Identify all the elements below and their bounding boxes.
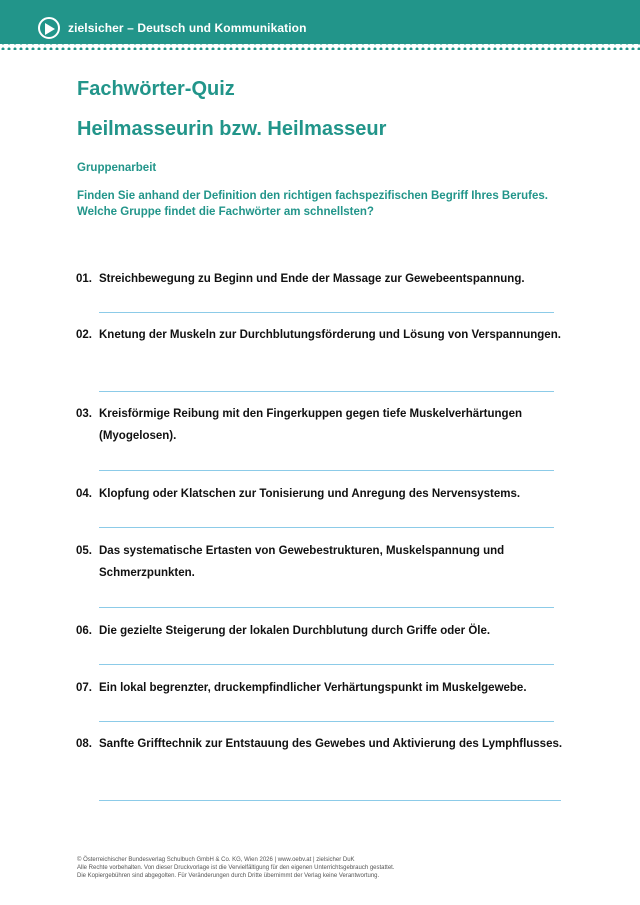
copyright-footer xyxy=(77,856,395,880)
instruction-line: Welche Gruppe findet die Fachwörter am schnellsten? xyxy=(77,206,374,218)
question-text: Das systematische Ertasten von Gewebestrukturen, Muskelspannung und Schmerzpunkten. xyxy=(99,545,505,579)
page-title: Fachwörter-Quiz xyxy=(77,78,235,100)
question-text: Ein lokal begrenzter, druckempfindlicher Verhärtungspunkt im Muskelgewebe. xyxy=(99,682,527,694)
question-item xyxy=(76,268,576,290)
question-text: Streichbewegung zu Beginn und Ende der Massage zur Gewebeentspannung. xyxy=(99,273,525,285)
answer-line[interactable] xyxy=(99,391,554,392)
answer-line[interactable] xyxy=(99,607,554,608)
question-item xyxy=(76,677,576,699)
instruction-line: Finden Sie anhand der Definition den richtigen fachspezifischen Begriff Ihres Berufes. xyxy=(77,190,548,202)
footer-line: Die Kopiergebühren sind abgegolten. Für Veränderungen durch Dritte übernimmt der Verlag keine Verantwortung. xyxy=(77,873,380,879)
question-number: 07. xyxy=(76,682,92,694)
answer-line[interactable] xyxy=(99,312,554,313)
question-number: 01. xyxy=(76,273,92,285)
question-item xyxy=(76,620,576,642)
footer-line: © Österreichischer Bundesverlag Schulbuch GmbH & Co. KG, Wien 2026 | www.oebv.at | zielsicher DuK xyxy=(77,857,355,863)
question-text: Sanfte Grifftechnik zur Entstauung des Gewebes und Aktivierung des Lymphflusses. xyxy=(99,738,563,750)
brand-title: zielsicher – Deutsch und Kommunikation xyxy=(68,21,307,35)
question-item xyxy=(76,403,576,447)
question-text: Klopfung oder Klatschen zur Tonisierung und Anregung des Nervensystems. xyxy=(99,488,521,500)
question-item xyxy=(76,483,576,505)
question-text: Knetung der Muskeln zur Durchblutungsförderung und Lösung von Verspannungen. xyxy=(99,329,561,341)
answer-line[interactable] xyxy=(99,721,554,722)
instructions xyxy=(77,188,597,220)
answer-line[interactable] xyxy=(99,664,554,665)
question-number: 03. xyxy=(76,408,92,420)
answer-line[interactable] xyxy=(99,527,554,528)
question-number: 02. xyxy=(76,329,92,341)
question-item xyxy=(76,324,576,346)
play-icon xyxy=(38,17,60,39)
question-number: 06. xyxy=(76,625,92,637)
footer-line: Alle Rechte vorbehalten. Von dieser Druckvorlage ist die Vervielfältigung für den eigenen Unterrichtsgebrauch gestattet. xyxy=(77,865,395,871)
page-subtitle: Heilmasseurin bzw. Heilmasseur xyxy=(77,118,387,140)
question-text: Kreisförmige Reibung mit den Fingerkuppen gegen tiefe Muskelverhärtungen (Myogelosen). xyxy=(99,408,523,442)
question-text: Die gezielte Steigerung der lokalen Durchblutung durch Griffe oder Öle. xyxy=(99,625,491,637)
question-number: 05. xyxy=(76,545,92,557)
question-number: 08. xyxy=(76,738,92,750)
question-number: 04. xyxy=(76,488,92,500)
header-dotted-edge xyxy=(0,40,640,50)
question-item xyxy=(76,540,576,584)
question-item xyxy=(76,733,576,755)
section-heading: Gruppenarbeit xyxy=(77,162,157,174)
answer-line[interactable] xyxy=(99,800,561,801)
answer-line[interactable] xyxy=(99,470,554,471)
